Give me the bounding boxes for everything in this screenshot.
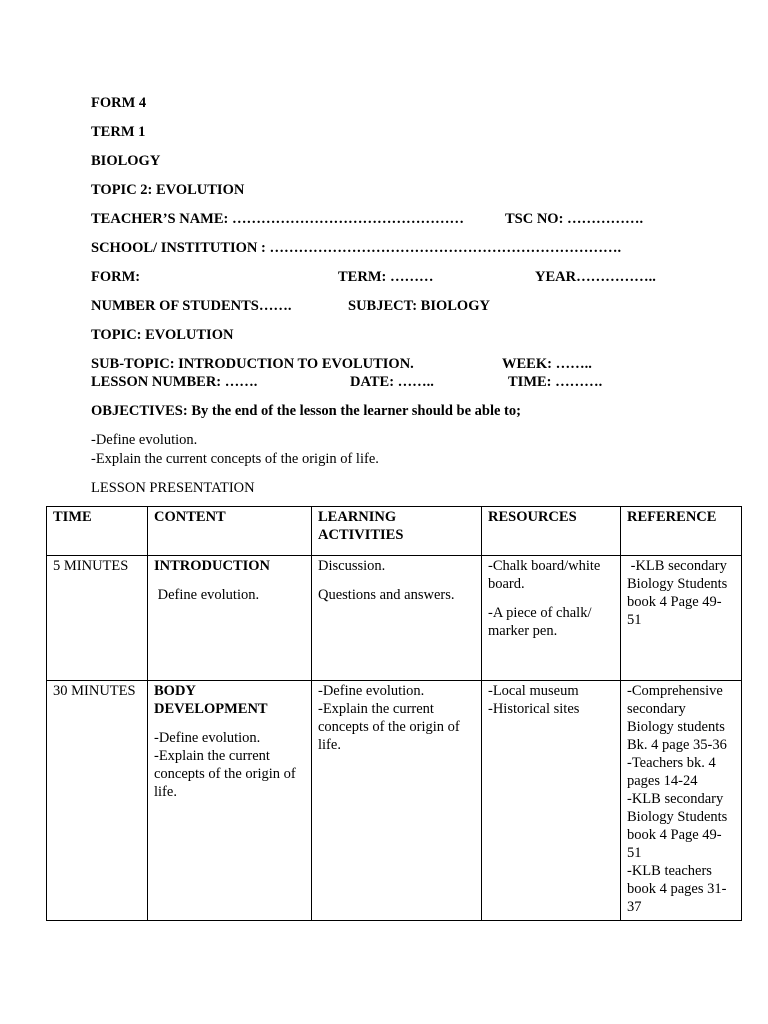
content-line: -Define evolution. <box>154 730 261 746</box>
activity-item: -Define evolution. <box>318 683 425 699</box>
subtopic-field: SUB-TOPIC: INTRODUCTION TO EVOLUTION. <box>91 356 414 372</box>
subject-heading: BIOLOGY <box>91 153 161 169</box>
subject-field: SUBJECT: BIOLOGY <box>348 298 490 314</box>
reference-item: -Teachers bk. 4 pages 14-24 <box>627 755 716 789</box>
date-field: DATE: …….. <box>350 374 434 390</box>
objectives-line <box>91 402 521 420</box>
form-field: FORM: <box>91 269 141 285</box>
header-content: CONTENT <box>148 507 312 556</box>
students-field: NUMBER OF STUDENTS……. <box>91 298 292 314</box>
lesson-number-field: LESSON NUMBER: ……. <box>91 374 258 390</box>
content-title: INTRODUCTION <box>154 558 271 574</box>
cell-activities <box>312 681 482 921</box>
activity-item: Questions and answers. <box>318 587 455 603</box>
header-learning-activities: LEARNING ACTIVITIES <box>312 507 482 556</box>
objectives-intro: : By the end of the lesson the learner should be able to; <box>182 403 521 419</box>
content-line: Define evolution. <box>154 587 260 603</box>
activity-item: -Explain the current concepts of the origin of life. <box>318 701 460 753</box>
content-title: BODY DEVELOPMENT <box>154 683 268 717</box>
activity-item: Discussion. <box>318 558 386 574</box>
cell-activities <box>312 556 482 681</box>
presentation-heading: LESSON PRESENTATION <box>91 480 255 496</box>
term-heading: TERM 1 <box>91 124 146 140</box>
cell-reference <box>621 681 742 921</box>
resource-item: -Local museum <box>488 683 579 699</box>
cell-resources <box>482 681 621 921</box>
form-heading: FORM 4 <box>91 95 147 111</box>
header-time: TIME <box>47 507 148 556</box>
header-resources: RESOURCES <box>482 507 621 556</box>
content-line: -Explain the current concepts of the origin of life. <box>154 748 296 800</box>
lesson-table <box>46 506 742 921</box>
reference-item: -KLB secondary Biology Students book 4 Page 49-51 <box>627 558 731 628</box>
resource-item: -Historical sites <box>488 701 580 717</box>
reference-item: -Comprehensive secondary Biology students Bk. 4 page 35-36 <box>627 683 727 753</box>
reference-item: -KLB teachers book 4 pages 31-37 <box>627 863 727 915</box>
tsc-no-field: TSC NO: ……………. <box>505 211 644 227</box>
cell-content <box>148 681 312 921</box>
topic-heading: TOPIC 2: EVOLUTION <box>91 182 245 198</box>
year-field: YEAR…………….. <box>535 269 656 285</box>
topic-field: TOPIC: EVOLUTION <box>91 327 234 343</box>
teacher-name-field: TEACHER’S NAME: ………………………………………… <box>91 211 464 227</box>
table-header-row <box>47 507 742 556</box>
resource-item: -Chalk board/white board. <box>488 558 601 592</box>
header-reference: REFERENCE <box>621 507 742 556</box>
cell-time: 5 MINUTES <box>47 556 148 681</box>
cell-time: 30 MINUTES <box>47 681 148 921</box>
week-field: WEEK: …….. <box>502 356 592 372</box>
school-field: SCHOOL/ INSTITUTION : ………………………………………………………………. <box>91 240 622 256</box>
objectives-label: OBJECTIVES <box>91 403 183 419</box>
reference-item: -KLB secondary Biology Students book 4 Page 49-51 <box>627 791 728 861</box>
cell-resources <box>482 556 621 681</box>
table-row <box>47 681 742 921</box>
objective-item: -Define evolution. <box>91 432 198 448</box>
table-row <box>47 556 742 681</box>
resource-item: -A piece of chalk/ marker pen. <box>488 605 592 639</box>
cell-content <box>148 556 312 681</box>
term-field: TERM: ……… <box>338 269 434 285</box>
objective-item: -Explain the current concepts of the origin of life. <box>91 451 379 467</box>
time-field: TIME: ………. <box>508 374 603 390</box>
cell-reference <box>621 556 742 681</box>
